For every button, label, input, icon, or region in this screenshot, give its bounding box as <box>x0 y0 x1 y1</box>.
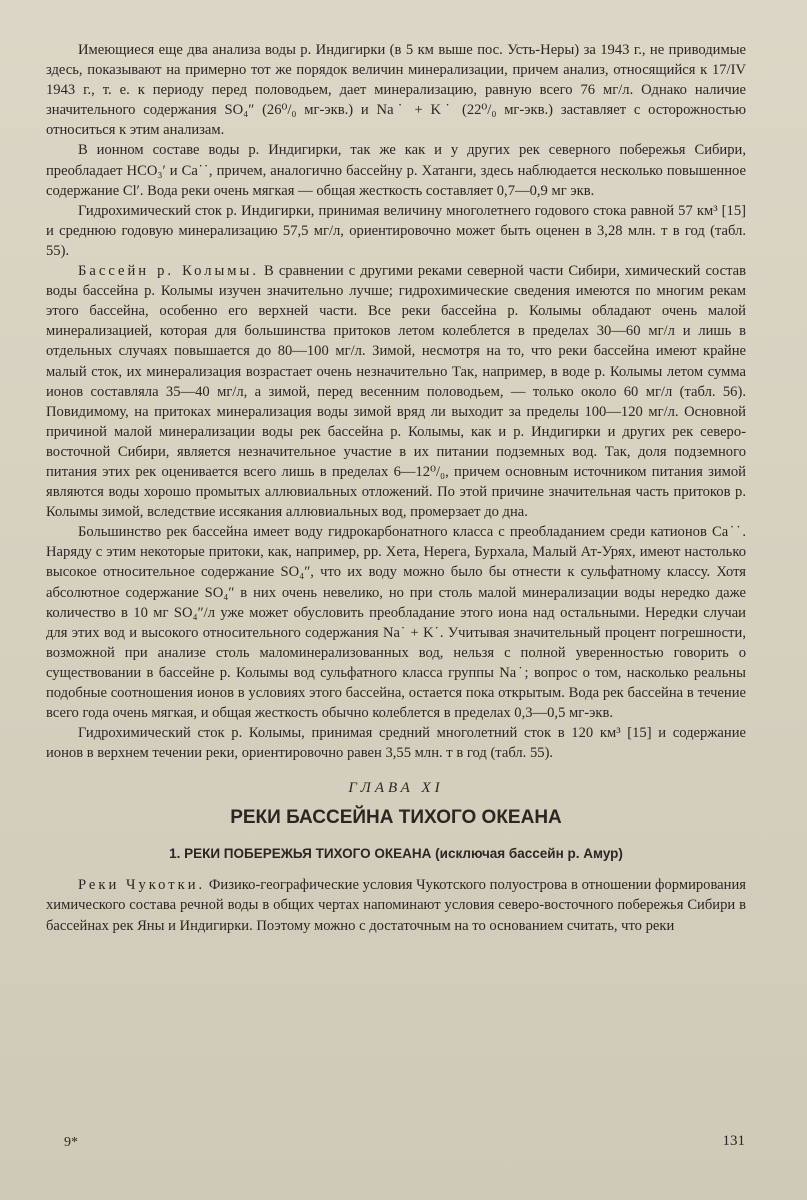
chukotka-heading: Реки Чукотки. <box>78 877 206 894</box>
paragraph-kolyma-runoff: Гидрохимический сток р. Колымы, принимая средний многолетний сток в 120 км³ [15] и содержание ионов в верхнем течении реки, ориентировочно равен 3,55 млн. т в год (табл. 55). <box>46 725 746 762</box>
paragraph-chukotka <box>46 875 746 935</box>
paragraph-indigirka-runoff: Гидрохимический сток р. Индигирки, принимая величину многолетнего годового стока равной 57 км³ [15] и среднюю годовую минерализацию 57,5 мг/л, ориентировочно может быть оценен в 3,28 млн. т в год (табл. 55). <box>46 202 746 259</box>
section-title: 1. РЕКИ ПОБЕРЕЖЬЯ ТИХОГО ОКЕАНА (исключая бассейн р. Амур) <box>169 846 623 862</box>
page-number: 131 <box>722 1133 745 1149</box>
paragraph-kolyma-classes: Большинство рек бассейна имеет воду гидрокарбонатного класса с преобладанием среди катионов Ca˙˙. Наряду с этим некоторые притоки, как, например, рр. Хета, Нерега, Бурхала, Малый Ат-Урях, имеют настолько высокое относительное содержание SO₄″, что их воду можно было бы отнести к сульфатному классу. Хотя абсолютное содержание SO₄″ в них очень невелико, но при столь малой минерализации воды нередко даже количество в 10 мг SO₄″/л уже может обусловить преобладание этого иона над остальными. Нередки случаи для этих вод и высокого относительного содержания Na˙ + K˙. Учитывая значительный процент погрешности, возможной при анализе столь маломинерализованных вод, нельзя с полной уверенностью говорить о существовании в бассейне р. Колымы вод сульфатного класса группы Na˙; вопрос о том, насколько реальны подобные соотношения ионов в условиях этого бассейна, остается пока открытым. Вода рек бассейна в течение всего года очень мягкая, и общая жесткость обычно колеблется в пределах 0,3—0,5 мг-экв. <box>46 524 746 722</box>
kolyma-text: В сравнении с другими реками северной части Сибири, химический состав воды бассейна р. Колымы изучен значительно лучше; гидрохимические сведения имеются по многим рекам этого бассейна, особенно его верхней части. Все реки бассейна р. Колымы обладают очень малой минерализацией, которая для большинства притоков летом колеблется в пределах 30—60 мг/л и лишь в отдельных случаях повышается до 80—100 мг/л. Зимой, несмотря на то, что реки бассейна имеют крайне малый сток, их минерализация возрастает очень незначительно Так, например, в воде р. Колымы летом сумма ионов составляла 35—40 мг/л, а зимой, перед весенним половодьем, — только около 60 мг/л (табл. 56). Повидимому, на притоках минерализация воды зимой вряд ли выходит за пределы 100—120 мг/л. Основной причиной малой минерализации воды рек бассейна р. Колымы, как и р. Индигирки и других рек северо-восточной Сибири, является незначительное участие в их питании подземных вод. Так, доля подземного питания этих рек оценивается всего лишь в пределах 6—12⁰/₀, причем основным источником питания зимой являются воды хорошо промытых аллювиальных отложений. По этой причине значительная часть притоков р. Колымы зимой, вследствие иссякания аллювиальных вод, промерзает до дна. <box>46 263 746 521</box>
body-text <box>46 40 746 936</box>
paragraph-indigirka-analyses: Имеющиеся еще два анализа воды р. Индигирки (в 5 км выше пос. Усть-Неры) за 1943 г., не приводимые здесь, показывают на примерно тот же порядок величин минерализации, причем анализ, относящийся к 17/IV 1943 г., т. е. к периоду перед половодьем, дает минерализацию, равную всего 76 мг/л. Однако наличие значительного содержания SO₄″ (26⁰/₀ мг-экв.) и Na˙ + K˙ (22⁰/₀ мг-экв.) заставляет с осторожностью относиться к этим анализам. <box>46 42 746 139</box>
paragraph-kolyma-basin <box>46 261 746 522</box>
kolyma-heading: Бассейн р. Колымы. <box>78 263 259 280</box>
part-title: РЕКИ БАССЕЙНА ТИХОГО ОКЕАНА <box>230 807 562 829</box>
chapter-label: ГЛАВА XI <box>348 780 444 797</box>
chukotka-text: Физико-географические условия Чукотского полуострова в отношении формирования химического состава речной воды в общих чертах напоминают условия северо-восточного побережья Сибири в бассейнах рек Яны и Индигирки. Поэтому можно с достаточным на то основанием считать, что реки <box>46 877 746 934</box>
signature-mark: 9* <box>64 1135 78 1150</box>
paragraph-indigirka-ions: В ионном составе воды р. Индигирки, так же как и у других рек северного побережья Сибири, преобладает HCO₃′ и Ca˙˙, причем, аналогично бассейну р. Хатанги, здесь наблюдается несколько повышенное содержание Cl′. Вода реки очень мягкая — общая жесткость составляет 0,7—0,9 мг экв. <box>46 142 746 199</box>
